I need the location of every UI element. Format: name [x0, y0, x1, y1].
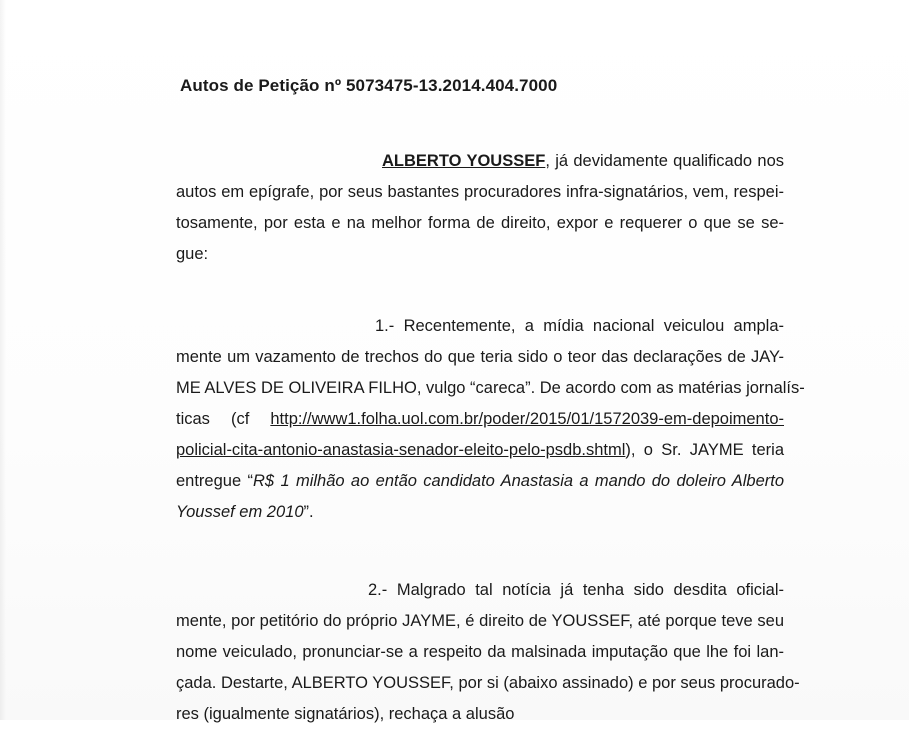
news-link-part-1[interactable]: http://www1.folha.uol.com.br/poder/2015/01/1572039-em-depoimento-	[270, 410, 784, 428]
item1-line-1: 1.- Recentemente, a mídia nacional veiculou ampla-	[375, 317, 784, 335]
item2-line-4: çada. Destarte, ALBERTO YOUSSEF, por si (abaixo assinado) e por seus procurado-	[176, 674, 800, 692]
intro-line-3: tosamente, por esta e na melhor forma de direito, expor e requerer o que se se-	[176, 214, 784, 232]
scan-edge-shadow	[0, 0, 6, 720]
quote-part-1: R$ 1 milhão ao então candidato Anastasia a mando do doleiro Alberto	[253, 472, 784, 490]
item2-line-3: nome veiculado, pronunciar-se a respeito da malsinada imputação que lhe foi lan-	[176, 643, 784, 661]
party-name: ALBERTO YOUSSEF	[382, 152, 546, 170]
item1-line-4: ticas (cf http://www1.folha.uol.com.br/poder/2015/01/1572039-em-depoimento-	[176, 410, 784, 428]
intro-paragraph	[176, 146, 784, 270]
quote-part-2: Youssef em 2010	[176, 503, 304, 521]
item2-line-2: mente, por petitório do próprio JAYME, é direito de YOUSSEF, até porque teve seu	[176, 612, 784, 630]
item1-line-5: policial-cita-antonio-anastasia-senador-eleito-pelo-psdb.shtml), o Sr. JAYME teria	[176, 441, 784, 459]
item1-line-3: ME ALVES DE OLIVEIRA FILHO, vulgo “careca”. De acordo com as matérias jornalís-	[176, 379, 805, 397]
item2-line-1: 2.- Malgrado tal notícia já tenha sido desdita oficial-	[368, 581, 784, 599]
news-link-part-2[interactable]: policial-cita-antonio-anastasia-senador-eleito-pelo-psdb.shtml	[176, 441, 626, 459]
intro-line-2: autos em epígrafe, por seus bastantes procuradores infra-signatários, vem, respei-	[176, 183, 784, 201]
item2-line-5: res (igualmente signatários), rechaça a alusão	[176, 705, 515, 723]
item-2-paragraph	[176, 575, 800, 730]
item-1-paragraph	[176, 311, 805, 528]
intro-line-4: gue:	[176, 245, 209, 263]
item1-line-7: Youssef em 2010”.	[176, 503, 314, 521]
intro-line-1: ALBERTO YOUSSEF, já devidamente qualificado nos	[382, 152, 784, 170]
item1-line-2: mente um vazamento de trechos do que teria sido o teor das declarações de JAY-	[176, 348, 784, 366]
case-number-heading: Autos de Petição nº 5073475-13.2014.404.7000	[180, 76, 558, 95]
item1-line-6: entregue “R$ 1 milhão ao então candidato Anastasia a mando do doleiro Alberto	[176, 472, 784, 490]
